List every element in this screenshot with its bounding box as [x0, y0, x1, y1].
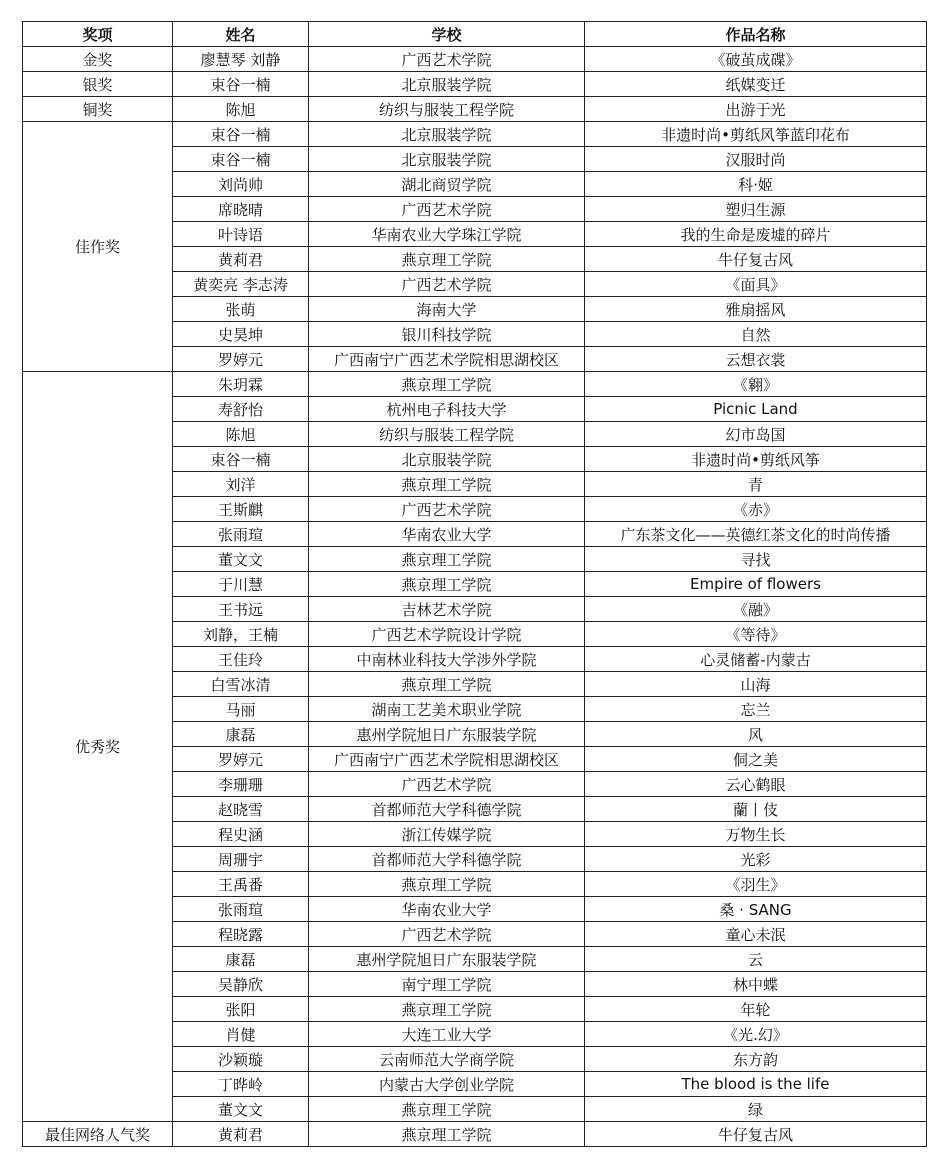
work-title-cell: Empire of flowers — [585, 572, 927, 597]
school-cell: 燕京理工学院 — [309, 1097, 585, 1122]
name-cell: 丁晔岭 — [173, 1072, 309, 1097]
work-title-cell: 雅扇摇风 — [585, 297, 927, 322]
table-row — [23, 372, 927, 397]
school-cell: 湖南工艺美术职业学院 — [309, 697, 585, 722]
school-cell: 广西艺术学院 — [309, 497, 585, 522]
work-title-cell: 侗之美 — [585, 747, 927, 772]
name-cell: 廖慧琴 刘静 — [173, 47, 309, 72]
work-title-cell: 《赤》 — [585, 497, 927, 522]
school-cell: 广西南宁广西艺术学院相思湖校区 — [309, 747, 585, 772]
award-cell: 最佳网络人气奖 — [23, 1122, 173, 1147]
name-cell: 陈旭 — [173, 97, 309, 122]
work-title-cell: 东方韵 — [585, 1047, 927, 1072]
school-cell: 燕京理工学院 — [309, 572, 585, 597]
work-title-cell: 云心鹤眼 — [585, 772, 927, 797]
work-title-cell: 纸媒变迁 — [585, 72, 927, 97]
award-cell: 铜奖 — [23, 97, 173, 122]
work-title-cell: 牛仔复古风 — [585, 1122, 927, 1147]
award-cell: 优秀奖 — [23, 372, 173, 1122]
school-cell: 燕京理工学院 — [309, 372, 585, 397]
name-cell: 叶诗语 — [173, 222, 309, 247]
school-cell: 广西艺术学院 — [309, 772, 585, 797]
work-title-cell: 万物生长 — [585, 822, 927, 847]
work-title-cell: 蘭丨伎 — [585, 797, 927, 822]
work-title-cell: 汉服时尚 — [585, 147, 927, 172]
name-cell: 程晓露 — [173, 922, 309, 947]
name-cell: 束谷一楠 — [173, 122, 309, 147]
table-body — [23, 47, 927, 1147]
school-cell: 大连工业大学 — [309, 1022, 585, 1047]
work-title-cell: 《翱》 — [585, 372, 927, 397]
name-cell: 赵晓雪 — [173, 797, 309, 822]
name-cell: 束谷一楠 — [173, 447, 309, 472]
school-cell: 华南农业大学 — [309, 522, 585, 547]
school-cell: 燕京理工学院 — [309, 997, 585, 1022]
work-title-cell: 童心未泯 — [585, 922, 927, 947]
school-cell: 浙江传媒学院 — [309, 822, 585, 847]
school-cell: 北京服装学院 — [309, 122, 585, 147]
table-row — [23, 1122, 927, 1147]
work-title-cell: 我的生命是废墟的碎片 — [585, 222, 927, 247]
school-cell: 北京服装学院 — [309, 447, 585, 472]
school-cell: 广西艺术学院 — [309, 197, 585, 222]
name-cell: 沙颖璇 — [173, 1047, 309, 1072]
work-title-cell: 心灵储蓄-内蒙古 — [585, 647, 927, 672]
work-title-cell: 自然 — [585, 322, 927, 347]
work-title-cell: 云想衣裳 — [585, 347, 927, 372]
name-cell: 束谷一楠 — [173, 147, 309, 172]
work-title-cell: 寻找 — [585, 547, 927, 572]
work-title-cell: 忘兰 — [585, 697, 927, 722]
work-title-cell: 《等待》 — [585, 622, 927, 647]
school-cell: 燕京理工学院 — [309, 1122, 585, 1147]
header-work-title: 作品名称 — [585, 22, 927, 47]
header-school: 学校 — [309, 22, 585, 47]
school-cell: 广西艺术学院设计学院 — [309, 622, 585, 647]
name-cell: 王斯麒 — [173, 497, 309, 522]
school-cell: 广西艺术学院 — [309, 272, 585, 297]
name-cell: 李珊珊 — [173, 772, 309, 797]
work-title-cell: 广东茶文化——英德红茶文化的时尚传播 — [585, 522, 927, 547]
school-cell: 燕京理工学院 — [309, 547, 585, 572]
name-cell: 刘尚帅 — [173, 172, 309, 197]
school-cell: 惠州学院旭日广东服装学院 — [309, 722, 585, 747]
work-title-cell: 山海 — [585, 672, 927, 697]
name-cell: 史昊坤 — [173, 322, 309, 347]
header-award: 奖项 — [23, 22, 173, 47]
table-row — [23, 122, 927, 147]
name-cell: 肖健 — [173, 1022, 309, 1047]
school-cell: 华南农业大学珠江学院 — [309, 222, 585, 247]
work-title-cell: 《羽生》 — [585, 872, 927, 897]
work-title-cell: 光彩 — [585, 847, 927, 872]
award-cell: 佳作奖 — [23, 122, 173, 372]
table-row — [23, 72, 927, 97]
work-title-cell: 非遗时尚•剪纸风筝蓝印花布 — [585, 122, 927, 147]
school-cell: 惠州学院旭日广东服装学院 — [309, 947, 585, 972]
name-cell: 寿舒怡 — [173, 397, 309, 422]
name-cell: 黄奕亮 李志涛 — [173, 272, 309, 297]
name-cell: 王禹番 — [173, 872, 309, 897]
school-cell: 杭州电子科技大学 — [309, 397, 585, 422]
work-title-cell: 出游于光 — [585, 97, 927, 122]
work-title-cell: 塑归生源 — [585, 197, 927, 222]
school-cell: 首都师范大学科德学院 — [309, 847, 585, 872]
name-cell: 马丽 — [173, 697, 309, 722]
table-row — [23, 97, 927, 122]
school-cell: 广西南宁广西艺术学院相思湖校区 — [309, 347, 585, 372]
work-title-cell: 非遗时尚•剪纸风筝 — [585, 447, 927, 472]
name-cell: 束谷一楠 — [173, 72, 309, 97]
name-cell: 席晓晴 — [173, 197, 309, 222]
name-cell: 刘静，王楠 — [173, 622, 309, 647]
name-cell: 黄莉君 — [173, 247, 309, 272]
name-cell: 朱玥霖 — [173, 372, 309, 397]
school-cell: 广西艺术学院 — [309, 47, 585, 72]
name-cell: 张阳 — [173, 997, 309, 1022]
name-cell: 康磊 — [173, 947, 309, 972]
work-title-cell: 桑 · SANG — [585, 897, 927, 922]
work-title-cell: 林中蝶 — [585, 972, 927, 997]
school-cell: 吉林艺术学院 — [309, 597, 585, 622]
work-title-cell: 《破茧成碟》 — [585, 47, 927, 72]
name-cell: 陈旭 — [173, 422, 309, 447]
name-cell: 张雨瑄 — [173, 522, 309, 547]
awards-table — [22, 21, 927, 1147]
name-cell: 周珊宇 — [173, 847, 309, 872]
work-title-cell: 《光.幻》 — [585, 1022, 927, 1047]
name-cell: 程史涵 — [173, 822, 309, 847]
school-cell: 纺织与服装工程学院 — [309, 422, 585, 447]
school-cell: 海南大学 — [309, 297, 585, 322]
name-cell: 罗婷元 — [173, 747, 309, 772]
name-cell: 王书远 — [173, 597, 309, 622]
header-name: 姓名 — [173, 22, 309, 47]
award-cell: 金奖 — [23, 47, 173, 72]
name-cell: 董文文 — [173, 1097, 309, 1122]
school-cell: 纺织与服装工程学院 — [309, 97, 585, 122]
name-cell: 于川慧 — [173, 572, 309, 597]
award-cell: 银奖 — [23, 72, 173, 97]
work-title-cell: 《融》 — [585, 597, 927, 622]
school-cell: 内蒙古大学创业学院 — [309, 1072, 585, 1097]
school-cell: 云南师范大学商学院 — [309, 1047, 585, 1072]
name-cell: 董文文 — [173, 547, 309, 572]
name-cell: 刘洋 — [173, 472, 309, 497]
school-cell: 银川科技学院 — [309, 322, 585, 347]
work-title-cell: Picnic Land — [585, 397, 927, 422]
name-cell: 白雪冰清 — [173, 672, 309, 697]
work-title-cell: 牛仔复古风 — [585, 247, 927, 272]
work-title-cell: 《面具》 — [585, 272, 927, 297]
work-title-cell: 年轮 — [585, 997, 927, 1022]
school-cell: 广西艺术学院 — [309, 922, 585, 947]
name-cell: 黄莉君 — [173, 1122, 309, 1147]
table-row — [23, 47, 927, 72]
work-title-cell: 青 — [585, 472, 927, 497]
work-title-cell: 绿 — [585, 1097, 927, 1122]
school-cell: 燕京理工学院 — [309, 247, 585, 272]
work-title-cell: The blood is the life — [585, 1072, 927, 1097]
name-cell: 王佳玲 — [173, 647, 309, 672]
name-cell: 吴静欣 — [173, 972, 309, 997]
name-cell: 康磊 — [173, 722, 309, 747]
work-title-cell: 科·姬 — [585, 172, 927, 197]
school-cell: 南宁理工学院 — [309, 972, 585, 997]
school-cell: 北京服装学院 — [309, 72, 585, 97]
work-title-cell: 幻市岛国 — [585, 422, 927, 447]
work-title-cell: 风 — [585, 722, 927, 747]
work-title-cell: 云 — [585, 947, 927, 972]
school-cell: 湖北商贸学院 — [309, 172, 585, 197]
school-cell: 北京服装学院 — [309, 147, 585, 172]
name-cell: 张雨瑄 — [173, 897, 309, 922]
school-cell: 华南农业大学 — [309, 897, 585, 922]
name-cell: 张萌 — [173, 297, 309, 322]
school-cell: 燕京理工学院 — [309, 472, 585, 497]
school-cell: 首都师范大学科德学院 — [309, 797, 585, 822]
header-row — [23, 22, 927, 47]
school-cell: 燕京理工学院 — [309, 872, 585, 897]
school-cell: 中南林业科技大学涉外学院 — [309, 647, 585, 672]
name-cell: 罗婷元 — [173, 347, 309, 372]
school-cell: 燕京理工学院 — [309, 672, 585, 697]
